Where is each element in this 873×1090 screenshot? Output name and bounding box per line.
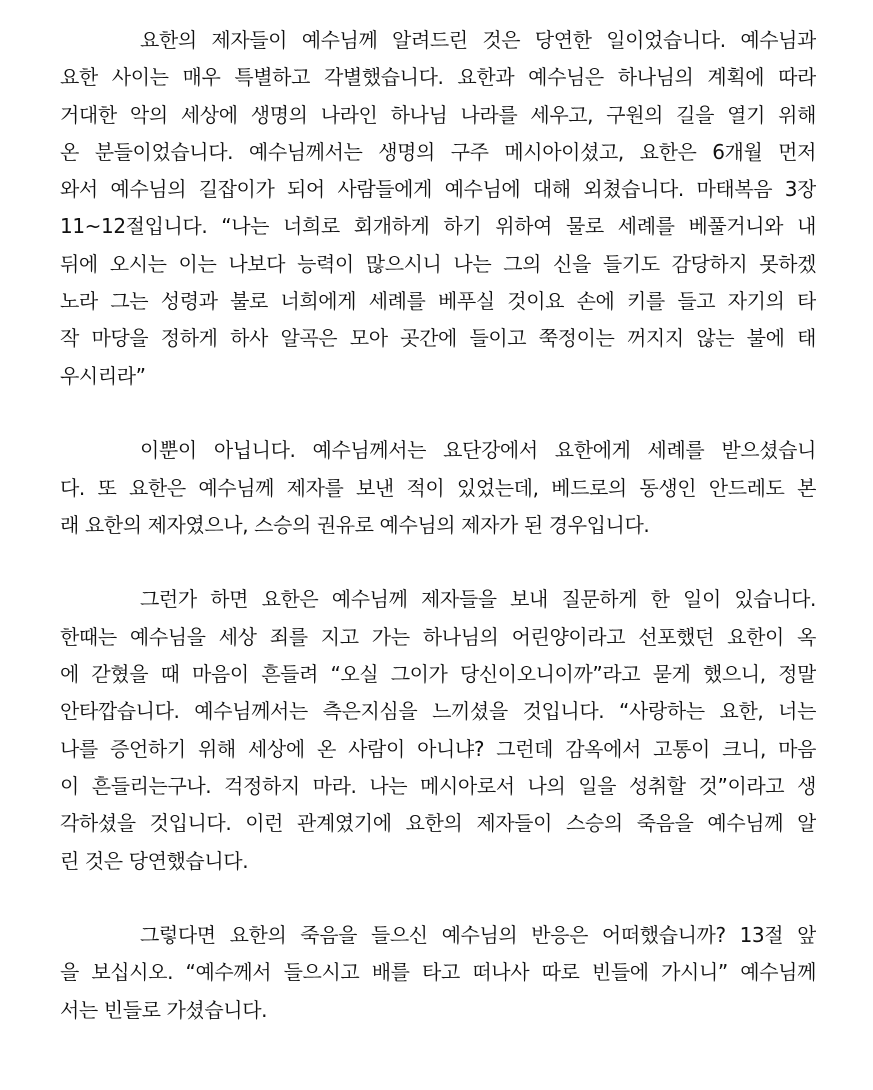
text-line: 그런가 하면 요한은 예수님께 제자들을 보내 질문하게 한 일이 있습니다. — [140, 587, 816, 612]
text-line: 노라 그는 성령과 불로 너희에게 세례를 베푸실 것이요 손에 키를 들고 자기의 타 — [60, 289, 816, 314]
text-line: 요한의 제자들이 예수님께 알려드린 것은 당연한 일이었습니다. 예수님과 — [140, 28, 816, 52]
text-line: 서는 빈들로 가셨습니다. — [60, 997, 268, 1022]
text-line: 다. 또 요한은 예수님께 제자를 보낸 적이 있었는데, 베드로의 동생인 안드레도 본 — [60, 475, 816, 500]
paragraph-1 — [60, 22, 816, 395]
text-line: 그렇다면 요한의 죽음을 들으신 예수님의 반응은 어떠했습니까? 13절 앞 — [140, 923, 816, 948]
paragraph-2 — [60, 432, 816, 544]
paragraph-4 — [60, 917, 816, 1029]
document-page — [60, 22, 816, 1029]
text-line: 11~12절입니다. “나는 너희로 회개하게 하기 위하여 물로 세례를 베풀거니와 내 — [60, 214, 816, 239]
text-line: 작 마당을 정하게 하사 알곡은 모아 곳간에 들이고 쭉정이는 꺼지지 않는 불에 태 — [60, 326, 816, 351]
text-line: 거대한 악의 세상에 생명의 나라인 하나님 나라를 세우고, 구원의 길을 열기 위해 — [60, 102, 816, 127]
text-line: 와서 예수님의 길잡이가 되어 사람들에게 예수님에 대해 외쳤습니다. 마태복음 3장 — [60, 177, 816, 202]
text-line: 한때는 예수님을 세상 죄를 지고 가는 하나님의 어린양이라고 선포했던 요한이 옥 — [60, 624, 816, 649]
text-line: 요한 사이는 매우 특별하고 각별했습니다. 요한과 예수님은 하나님의 계획에 따라 — [60, 65, 816, 90]
text-line: 우시리라” — [60, 363, 146, 388]
text-line: 에 갇혔을 때 마음이 흔들려 “오실 그이가 당신이오니이까”라고 묻게 했으니, 정말 — [60, 662, 816, 687]
paragraph-gap — [60, 544, 816, 581]
text-line: 래 요한의 제자였으나, 스승의 권유로 예수님의 제자가 된 경우입니다. — [60, 512, 650, 537]
text-line: 각하셨을 것입니다. 이런 관계였기에 요한의 제자들이 스승의 죽음을 예수님께 알 — [60, 811, 816, 836]
text-line: 뒤에 오시는 이는 나보다 능력이 많으시니 나는 그의 신을 들기도 감당하지 못하겠 — [60, 251, 816, 276]
paragraph-3 — [60, 581, 816, 879]
text-line: 을 보십시오. “예수께서 들으시고 배를 타고 떠나사 따로 빈들에 가시니” 예수님께 — [60, 960, 816, 985]
text-line: 안타깝습니다. 예수님께서는 측은지심을 느끼셨을 것입니다. “사랑하는 요한, 너는 — [60, 699, 816, 724]
text-line: 린 것은 당연했습니다. — [60, 848, 249, 873]
text-line: 나를 증언하기 위해 세상에 온 사람이 아니냐? 그런데 감옥에서 고통이 크니, 마음 — [60, 736, 816, 761]
text-line: 이뿐이 아닙니다. 예수님께서는 요단강에서 요한에게 세례를 받으셨습니 — [140, 438, 816, 463]
paragraph-gap — [60, 880, 816, 917]
text-line: 온 분들이었습니다. 예수님께서는 생명의 구주 메시아이셨고, 요한은 6개월 먼저 — [60, 139, 816, 164]
text-line: 이 흔들리는구나. 걱정하지 마라. 나는 메시아로서 나의 일을 성취할 것”이라고 생 — [60, 773, 816, 798]
paragraph-gap — [60, 395, 816, 432]
